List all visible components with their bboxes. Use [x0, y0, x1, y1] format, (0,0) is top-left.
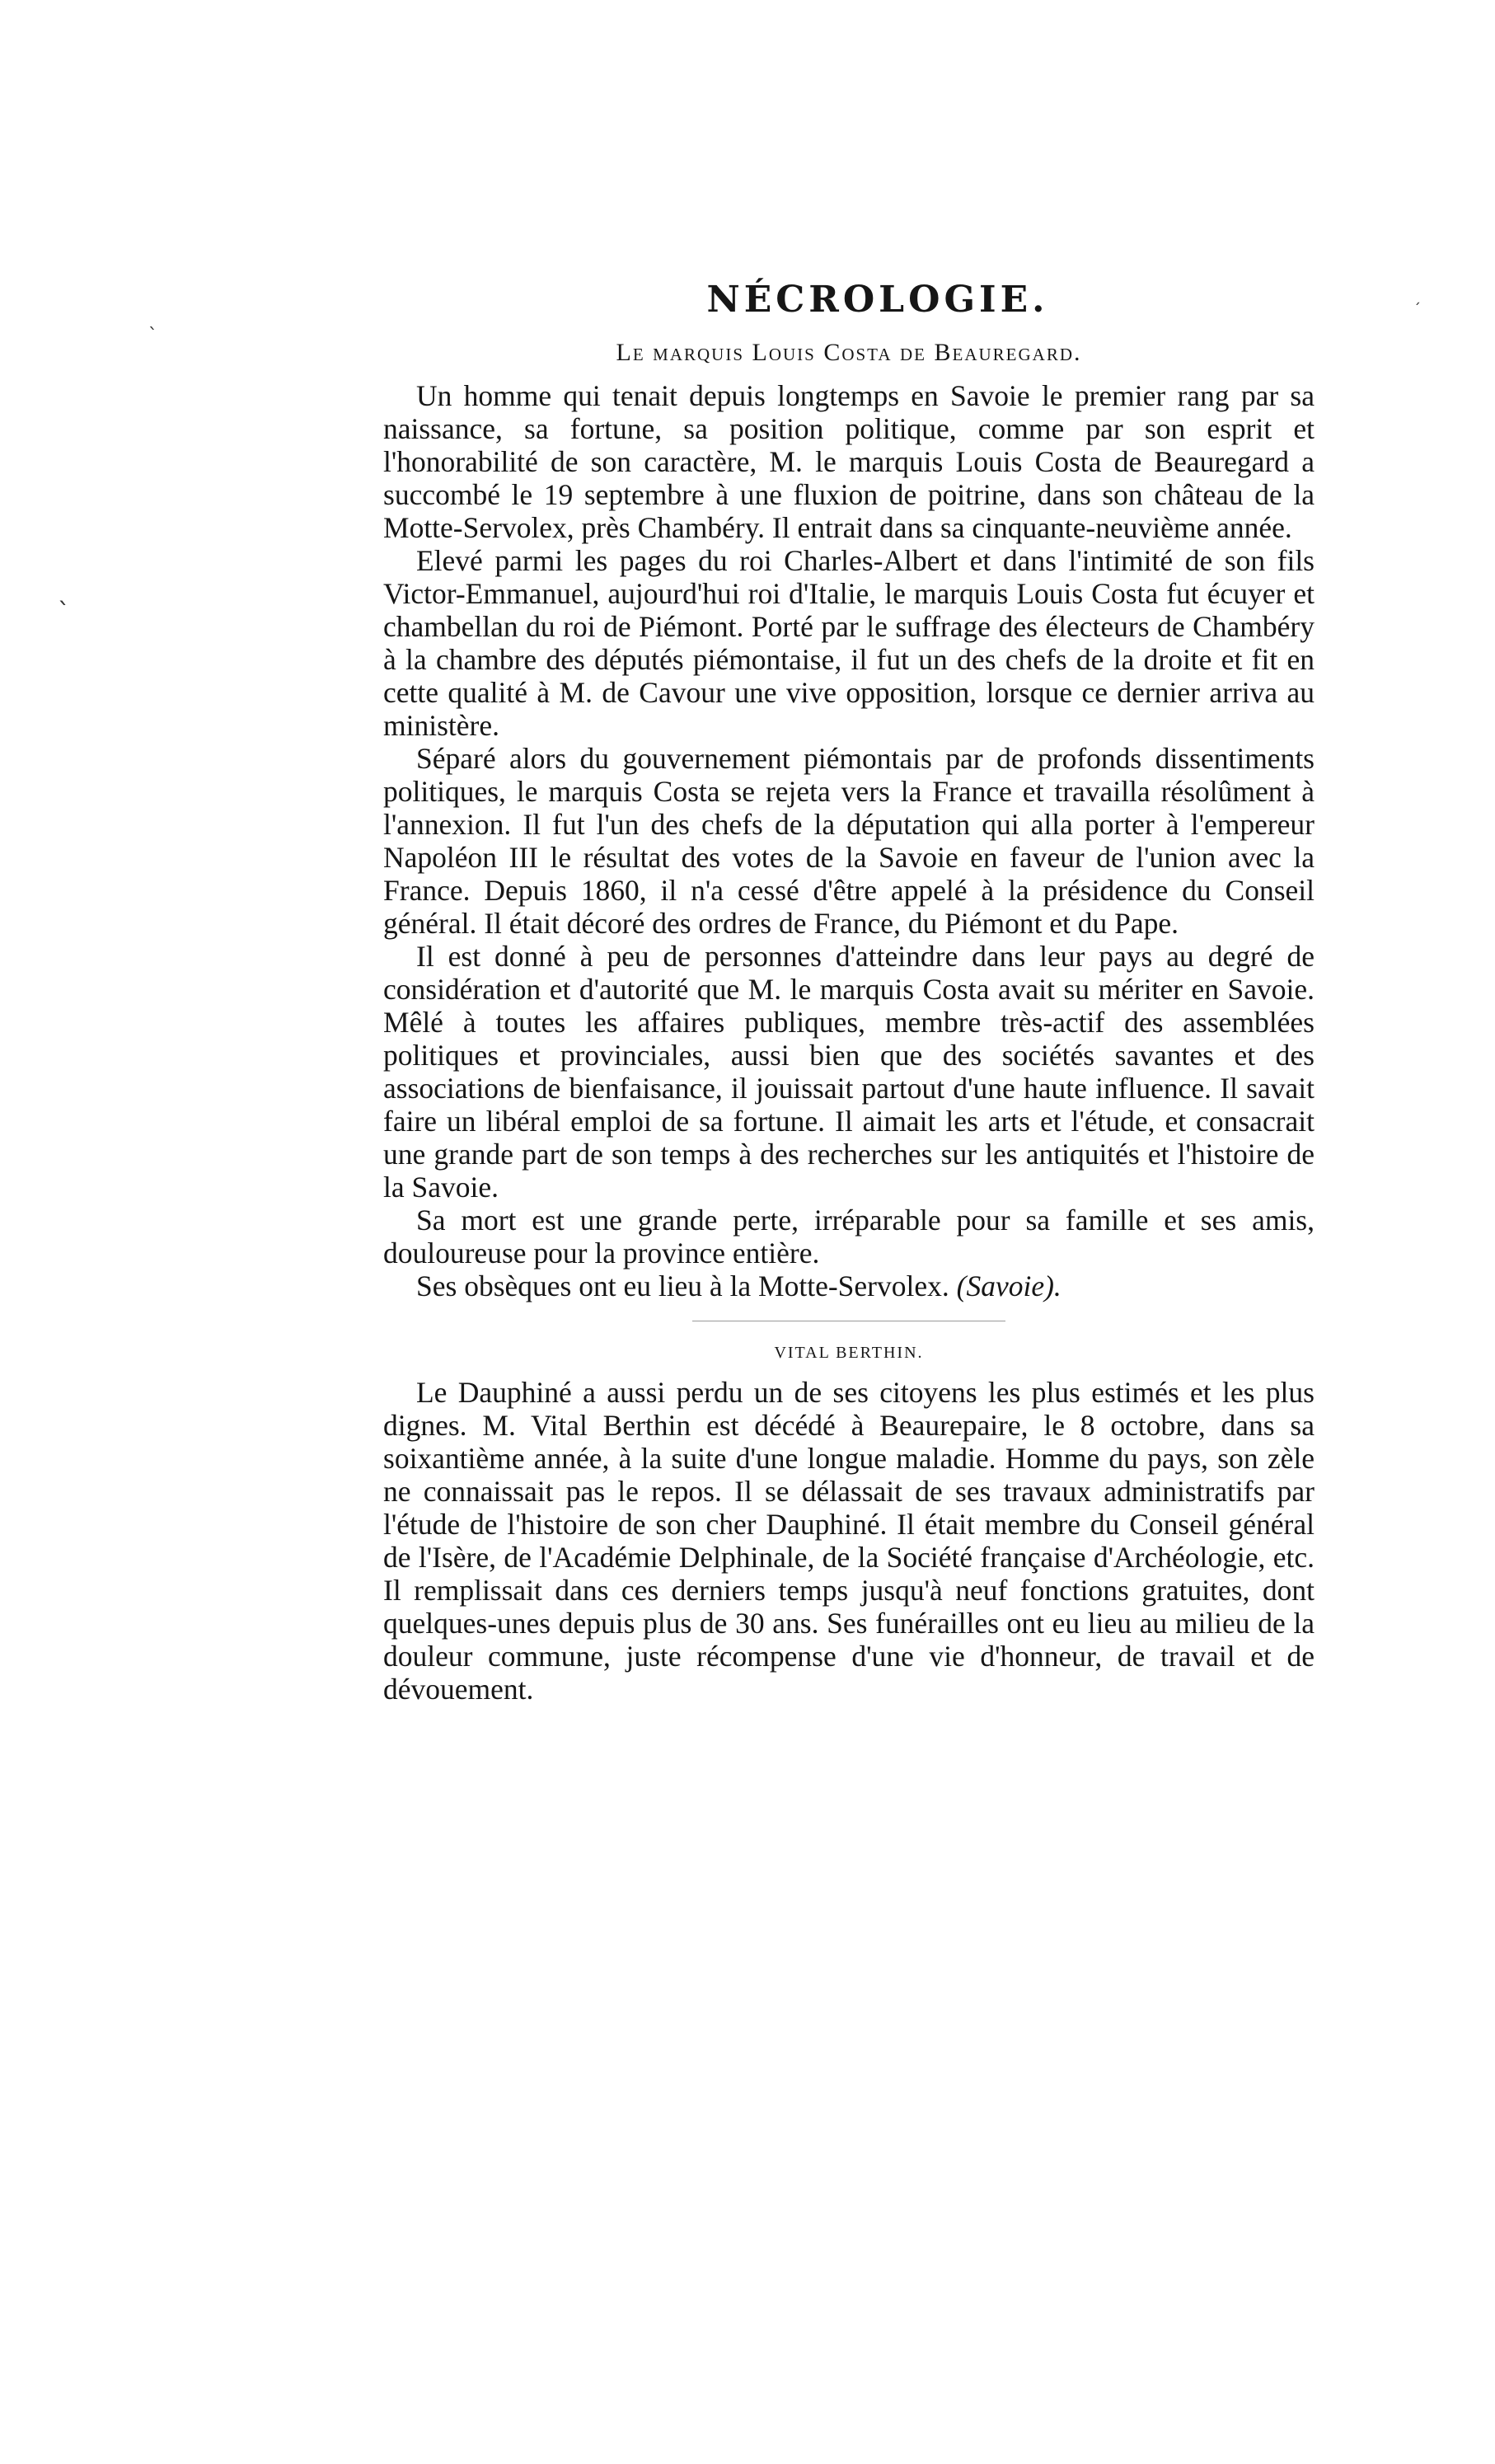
article-berthin	[383, 1376, 1315, 1706]
source-credit: (Savoie).	[956, 1270, 1061, 1303]
stray-mark: ˏ	[1413, 289, 1421, 306]
stray-mark: ˋ	[148, 326, 157, 346]
paragraph: Il est donné à peu de personnes d'atteindre dans leur pays au degré de considération et d'autorité que M. le marquis Costa avait su mériter en Savoie. Mêlé à toutes les affaires publiques, membre très-actif des assemblées politiques et provinciales, aussi bien que des sociétés savantes et des associations de bienfaisance, il jouissait partout d'une haute influence. Il savait faire un libéral emploi de sa fortune. Il aimait les arts et l'étude, et consacrait une grande part de son temps à des recherches sur les antiquités et l'histoire de la Savoie.	[383, 940, 1315, 1204]
paragraph: Séparé alors du gouvernement piémontais par de profonds dissentiments politiques, le marquis Costa se rejeta vers la France et travailla résolûment à l'annexion. Il fut l'un des chefs de la députation qui alla porter à l'empereur Napoléon III le résultat des votes de la Savoie en faveur de l'union avec la France. Depuis 1860, il n'a cessé d'être appelé à la présidence du Conseil général. Il était décoré des ordres de France, du Piémont et du Pape.	[383, 742, 1315, 941]
paragraph: Un homme qui tenait depuis longtemps en Savoie le premier rang par sa naissance, sa fortune, sa position politique, comme par son esprit et l'honorabilité de son caractère, M. le marquis Louis Costa de Beauregard a succombé le 19 septembre à une fluxion de poitrine, dans son château de la Motte-Servolex, près Chambéry. Il entrait dans sa cinquante-neuvième année.	[383, 379, 1315, 545]
paragraph: Sa mort est une grande perte, irréparable pour sa famille et ses amis, douloureuse pour la province entière.	[383, 1204, 1315, 1270]
article-costa	[383, 379, 1315, 1302]
closing-text: Ses obsèques ont eu lieu à la Motte-Servolex.	[416, 1270, 949, 1303]
page-title: NÉCROLOGIE.	[706, 279, 1049, 321]
paragraph: Le Dauphiné a aussi perdu un de ses citoyens les plus estimés et les plus dignes. M. Vital Berthin est décédé à Beaurepaire, le 8 octobre, dans sa soixantième année, à la suite d'une longue maladie. Homme du pays, son zèle ne connaissait pas le repos. Il se délassait de ses travaux administratifs par l'étude de l'histoire de son cher Dauphiné. Il était membre du Conseil général de l'Isère, de l'Académie Delphinale, de la Société française d'Archéologie, etc. Il remplissait dans ces derniers temps jusqu'à neuf fonctions gratuites, dont quelques-unes depuis plus de 30 ans. Ses funérailles ont eu lieu au milieu de la douleur commune, juste récompense d'une vie d'honneur, de travail et de dévouement.	[383, 1376, 1315, 1706]
section-heading-berthin: VITAL BERTHIN.	[774, 1344, 924, 1363]
closing-line	[383, 1270, 1315, 1302]
paragraph: Elevé parmi les pages du roi Charles-Albert et dans l'intimité de son fils Victor-Emmanuel, aujourd'hui roi d'Italie, le marquis Louis Costa fut écuyer et chambellan du roi de Piémont. Porté par le suffrage des électeurs de Chambéry à la chambre des députés piémontaise, il fut un des chefs de la droite et fit en cette qualité à M. de Cavour une vive opposition, lorsque ce dernier arriva au ministère.	[383, 544, 1315, 743]
section-heading-costa: Le marquis Louis Costa de Beauregard.	[616, 339, 1082, 367]
page-column	[383, 280, 1315, 1706]
stray-mark: ˎ	[58, 577, 70, 606]
